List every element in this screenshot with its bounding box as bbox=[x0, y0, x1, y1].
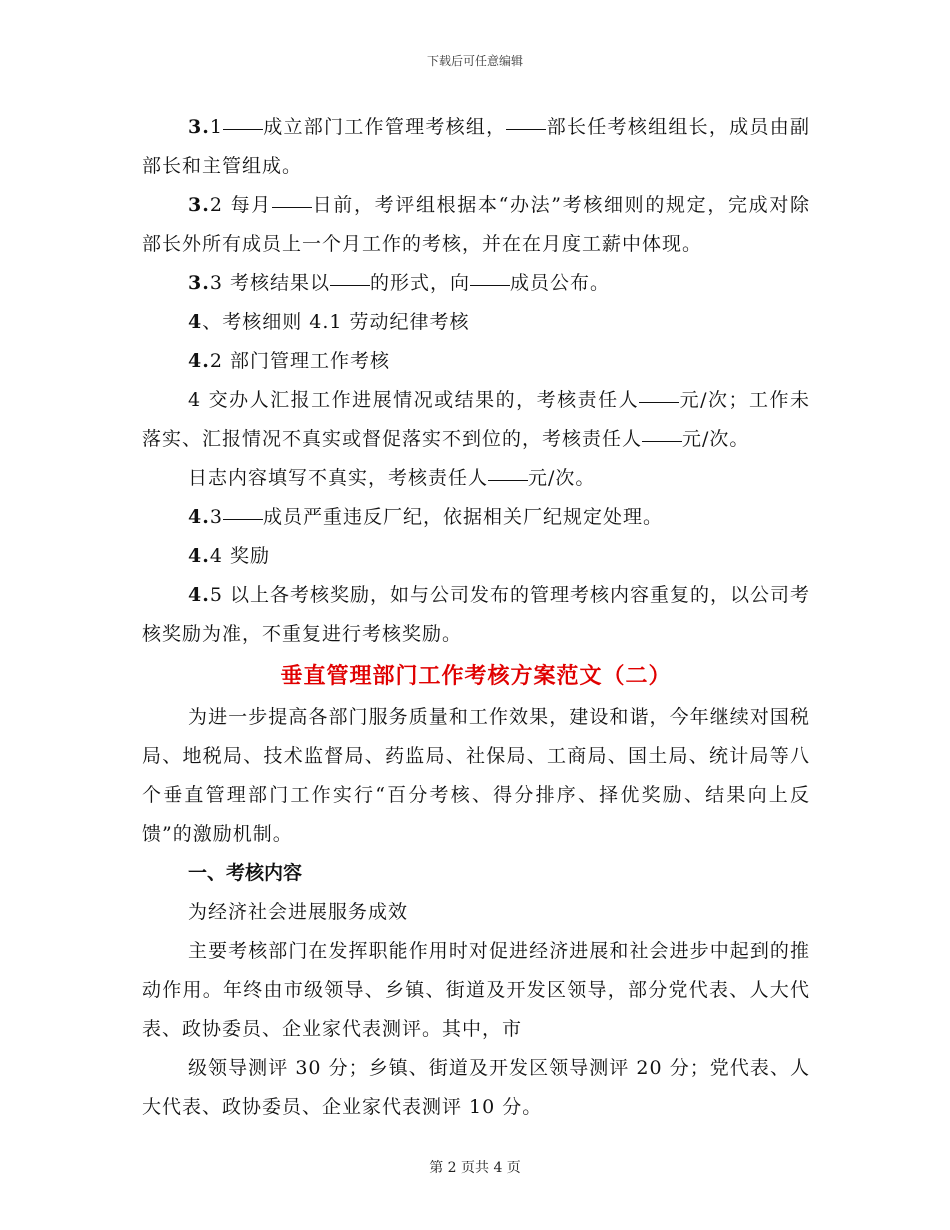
section-title: 垂直管理部门工作考核方案范文（二） bbox=[280, 663, 672, 689]
paragraph-4-5: 4.5 以上各考核奖励，如与公司发布的管理考核内容重复的，以公司考核奖励为准，不重复进行考核奖励。 bbox=[142, 584, 810, 645]
paragraph-3-1: 3.1 成立部门工作管理考核组， 部长任考核组组长，成员由副部长和主管组成。 bbox=[142, 116, 810, 177]
section-number: 4. bbox=[188, 545, 210, 567]
fill-blank bbox=[488, 479, 528, 481]
page-footer: 第 2 页共 4 页 bbox=[429, 1160, 521, 1176]
section-number: 4 bbox=[188, 311, 203, 333]
paragraph-log: 日志内容填写不真实，考核责任人 元/次。 bbox=[188, 467, 596, 489]
body-paragraph-1: 主要考核部门在发挥职能作用时对促进经济进展和社会进步中起到的推动作用。年终由市级领导、乡镇、街道及开发区领导，部分党代表、人大代表、政协委员、企业家代表测评。其中，市 bbox=[142, 940, 810, 1040]
fill-blank bbox=[639, 401, 679, 403]
paragraph-4-4: 4.4 奖励 bbox=[188, 545, 270, 567]
section-number: 3. bbox=[188, 272, 210, 294]
paragraph-report: 4 交办人汇报工作进展情况或结果的，考核责任人 元/次；工作未落实、汇报情况不真实或督促落实不到位的，考核责任人 元/次。 bbox=[142, 389, 810, 450]
paragraph-3-2: 3.2 每月 日前，考评组根据本“办法”考核细则的规定，完成对除部长外所有成员上一个月工作的考核，并在在月度工薪中体现。 bbox=[142, 194, 810, 255]
section-number: 3. bbox=[188, 194, 210, 216]
intro-paragraph: 为进一步提高各部门服务质量和工作效果，建设和谐，今年继续对国税局、地税局、技术监督局、药监局、社保局、工商局、国土局、统计局等八个垂直管理部门工作实行“百分考核、得分排序、择优奖励、结果向上反馈”的激励机制。 bbox=[142, 706, 810, 845]
section-heading: 一、考核内容 bbox=[188, 862, 303, 884]
section-number: 4. bbox=[188, 584, 210, 606]
paragraph-3-3: 3.3 考核结果以 的形式，向 成员公布。 bbox=[188, 272, 611, 294]
paragraph-4-2: 4.2 部门管理工作考核 bbox=[188, 350, 390, 372]
fill-blank bbox=[223, 128, 263, 130]
subheading-paragraph: 为经济社会进展服务成效 bbox=[188, 901, 409, 923]
paragraph-4-3: 4.3 成员严重违反厂纪，依据相关厂纪规定处理。 bbox=[188, 506, 663, 528]
fill-blank bbox=[272, 206, 312, 208]
section-number: 4. bbox=[188, 350, 210, 372]
section-number: 4. bbox=[188, 506, 210, 528]
section-number: 3. bbox=[188, 116, 210, 138]
page-header: 下载后可任意编辑 bbox=[426, 54, 523, 68]
document-body bbox=[142, 108, 810, 1127]
paragraph-4: 4、考核细则 4.1 劳动纪律考核 bbox=[188, 311, 470, 333]
body-paragraph-2: 级领导测评 30 分；乡镇、街道及开发区领导测评 20 分；党代表、人大代表、政协委员、企业家代表测评 10 分。 bbox=[142, 1057, 810, 1118]
fill-blank bbox=[506, 128, 546, 130]
fill-blank bbox=[330, 284, 370, 286]
fill-blank bbox=[223, 518, 263, 520]
fill-blank bbox=[642, 440, 682, 442]
fill-blank bbox=[470, 284, 510, 286]
